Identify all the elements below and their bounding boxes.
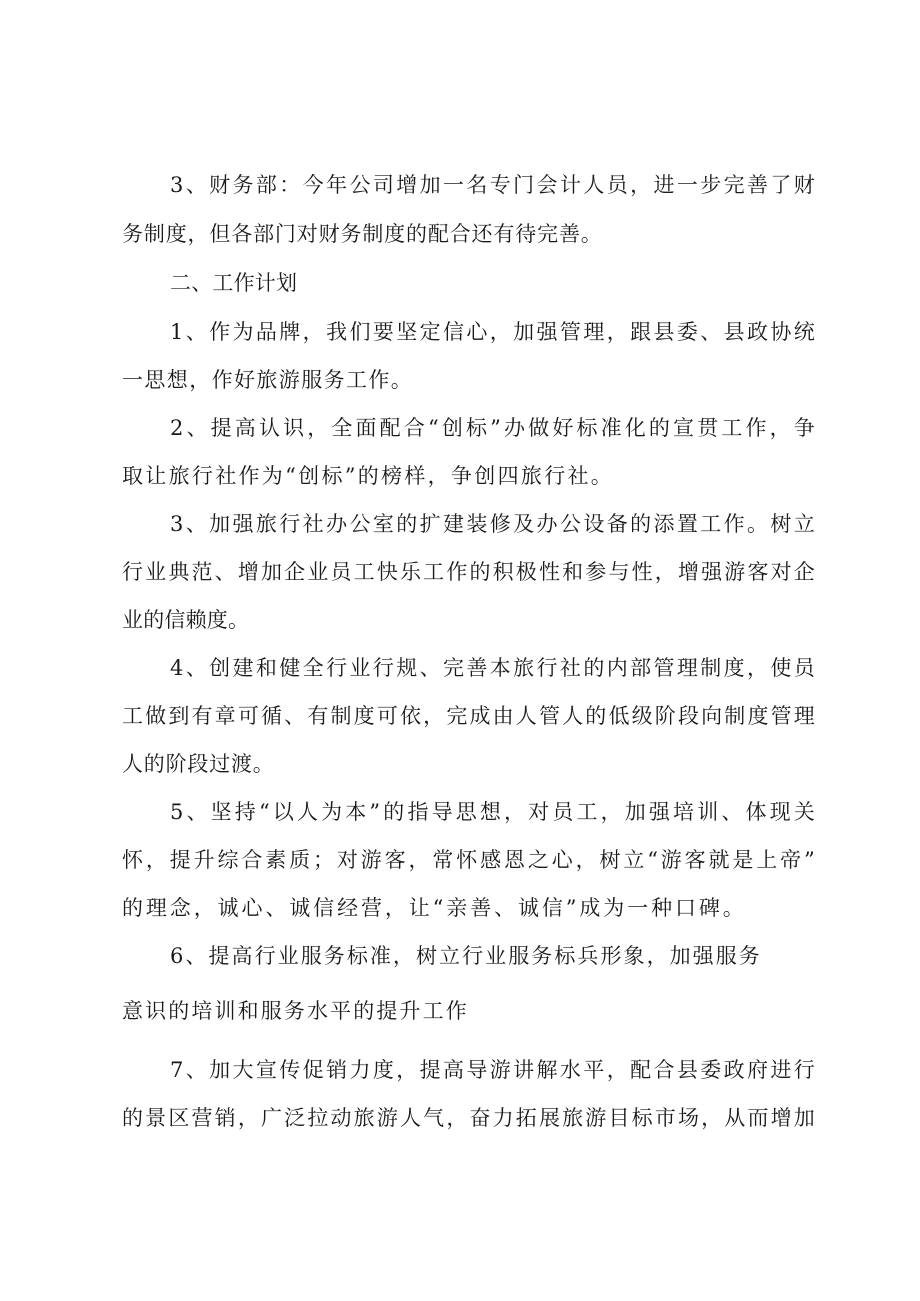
paragraph-6-line-1: 6、提高行业服务标准，树立行业服务标兵形象，加强服务	[170, 944, 760, 968]
paragraph-4-line-3: 人的阶段过渡。	[122, 752, 274, 776]
paragraph-6-line-2: 意识的培训和服务水平的提升工作	[122, 999, 467, 1023]
paragraph-7-line-1: 7、加大宣传促销力度，提高导游讲解水平，配合县委政府进行	[170, 1058, 815, 1082]
paragraph-1-line-1: 1、作为品牌，我们要坚定信心，加强管理，跟县委、县政协统	[170, 320, 815, 344]
paragraph-3-line-1: 3、加强旅行社办公室的扩建装修及办公设备的添置工作。树立	[170, 512, 815, 536]
section-heading-work-plan: 二、工作计划	[170, 271, 298, 295]
paragraph-4-line-2: 工做到有章可循、有制度可依，完成由人管人的低级阶段向制度管理	[122, 704, 815, 728]
paragraph-3-line-2: 行业典范、增加企业员工快乐工作的积极性和参与性，增强游客对企	[122, 560, 815, 584]
paragraph-1-line-2: 一思想，作好旅游服务工作。	[122, 368, 412, 392]
paragraph-2-line-1: 2、提高认识，全面配合“创标”办做好标准化的宣贯工作，争	[170, 416, 815, 440]
paragraph-finance-line-1: 3、财务部：今年公司增加一名专门会计人员，进一步完善了财	[170, 173, 815, 197]
paragraph-5-line-1: 5、坚持“以人为本”的指导思想，对员工，加强培训、体现关	[170, 800, 815, 824]
paragraph-finance-line-2: 务制度，但各部门对财务制度的配合还有待完善。	[122, 222, 602, 246]
paragraph-3-line-3: 业的信赖度。	[122, 608, 250, 632]
paragraph-7-line-2: 的景区营销，广泛拉动旅游人气，奋力拓展旅游目标市场，从而增加	[122, 1106, 815, 1130]
paragraph-4-line-1: 4、创建和健全行业行规、完善本旅行社的内部管理制度，使员	[170, 656, 815, 680]
paragraph-5-line-3: 的理念，诚心、诚信经营，让“亲善、诚信”成为一种口碑。	[122, 896, 744, 920]
paragraph-2-line-2: 取让旅行社作为“创标”的榜样，争创四旅行社。	[122, 464, 612, 488]
paragraph-5-line-2: 怀，提升综合素质；对游客，常怀感恩之心，树立“游客就是上帝”	[122, 848, 815, 872]
